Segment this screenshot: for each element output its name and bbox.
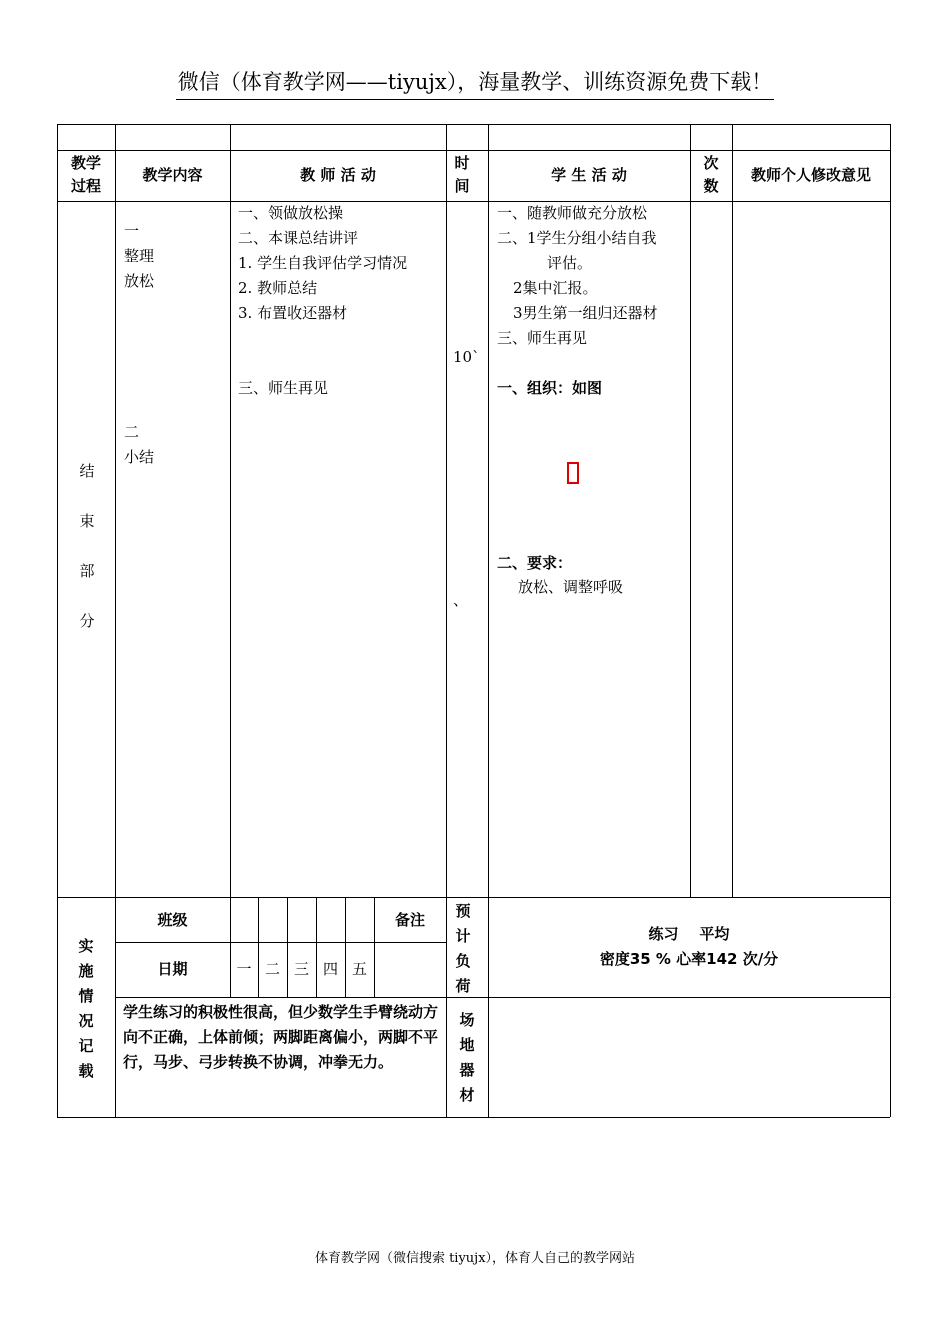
day-cell: 二 bbox=[264, 960, 280, 978]
teacher-line: 2. 教师总结 bbox=[238, 279, 318, 297]
load-summary-line1: 练习 平均 bbox=[648, 925, 730, 943]
implementation-label: 实 施 情 况 记 载 bbox=[78, 937, 94, 1080]
header-student-activity: 学 生 活 动 bbox=[551, 166, 627, 184]
remark-label: 备注 bbox=[394, 911, 425, 929]
section-char: 分 bbox=[79, 612, 95, 630]
day-cell: 五 bbox=[351, 960, 367, 978]
header-time: 时 间 bbox=[454, 154, 470, 195]
student-line: 一、随教师做充分放松 bbox=[497, 204, 648, 222]
organize-title: 一、组织：如图 bbox=[497, 379, 603, 397]
student-activity-list bbox=[497, 201, 658, 351]
header-content: 教学内容 bbox=[142, 166, 203, 184]
student-line: 二、1学生分组小结自我 bbox=[497, 229, 657, 247]
teacher-line: 1. 学生自我评估学习情况 bbox=[238, 254, 408, 272]
student-line: 三、师生再见 bbox=[497, 329, 588, 347]
venue-label: 场 地 器 材 bbox=[459, 1011, 475, 1104]
teacher-farewell: 三、师生再见 bbox=[238, 379, 329, 397]
header-process: 教学 过程 bbox=[70, 154, 101, 195]
time-value: 10` bbox=[453, 348, 480, 366]
teacher-activity-list bbox=[238, 201, 407, 326]
time-mark: 、 bbox=[453, 591, 469, 609]
date-label: 日期 bbox=[157, 960, 188, 978]
page-header-title: 微信（体育教学网——tiyujx），海量教学、训练资源免费下载！ bbox=[176, 66, 774, 100]
load-summary-line2: 密度35 % 心率142 次/分 bbox=[599, 950, 779, 968]
section-char: 部 bbox=[79, 562, 95, 580]
day-cell: 一 bbox=[236, 960, 252, 978]
requirement-title: 二、要求： bbox=[497, 554, 573, 572]
student-line: 3男生第一组归还器材 bbox=[513, 304, 658, 322]
header-count: 次 数 bbox=[703, 154, 719, 195]
page-footer: 体育教学网（微信搜索 tiyujx），体育人自己的教学网站 bbox=[314, 1251, 636, 1266]
student-line: 评估。 bbox=[547, 254, 593, 272]
class-label: 班级 bbox=[157, 911, 188, 929]
teacher-line: 一、领做放松操 bbox=[238, 204, 344, 222]
section-char: 束 bbox=[79, 512, 95, 530]
formation-marker-icon bbox=[567, 462, 579, 484]
section-char: 结 bbox=[79, 462, 95, 480]
implementation-notes: 学生练习的积极性很高，但少数学生手臂绕动方向不正确，上体前倾；两脚距离偏小，两脚不平行，马步、弓步转换不协调，冲拳无力。 bbox=[123, 1003, 439, 1071]
day-cell: 四 bbox=[322, 960, 338, 978]
content-item-relax: 一 整理 放松 bbox=[124, 222, 155, 290]
day-cell: 三 bbox=[293, 960, 309, 978]
requirement-text: 放松、调整呼吸 bbox=[518, 578, 624, 596]
student-line: 2集中汇报。 bbox=[513, 279, 598, 297]
teacher-line: 3. 布置收还器材 bbox=[238, 304, 348, 322]
load-label: 预 计 负 荷 bbox=[455, 902, 471, 995]
content-item-summary: 二 小结 bbox=[124, 423, 155, 466]
header-opinion: 教师个人修改意见 bbox=[750, 166, 871, 184]
teacher-line: 二、本课总结讲评 bbox=[238, 229, 359, 247]
header-teacher-activity: 教 师 活 动 bbox=[300, 166, 376, 184]
